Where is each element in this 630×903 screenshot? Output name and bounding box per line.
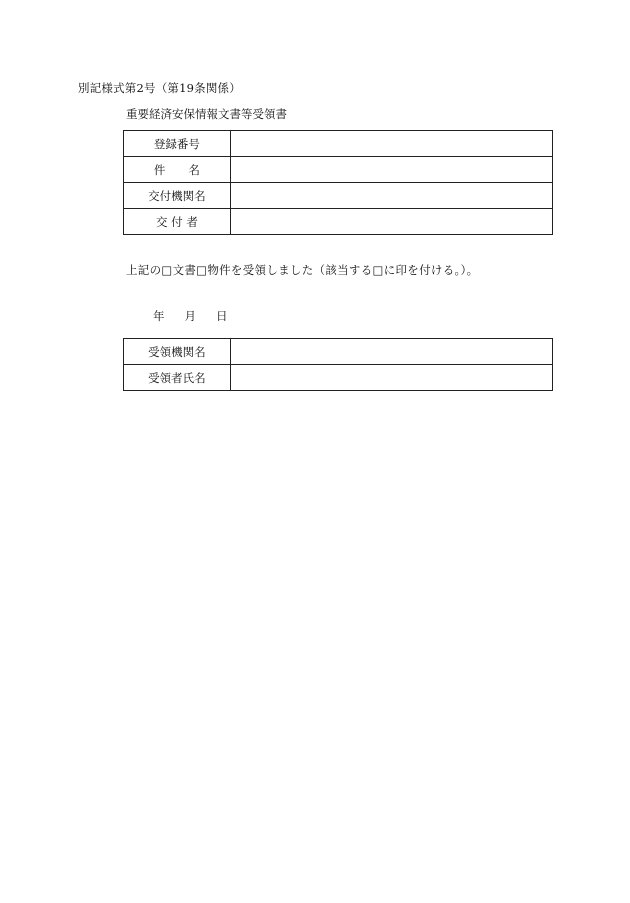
subject-field[interactable] bbox=[230, 157, 552, 183]
day-label: 日 bbox=[216, 309, 228, 323]
receipt-statement: 上記の□文書□物件を受領しました（該当する□に印を付ける。）。 bbox=[126, 263, 479, 277]
form-label: 別記様式第2号（第19条関係） bbox=[78, 81, 241, 95]
subject-label: 件 名 bbox=[124, 157, 231, 183]
month-label: 月 bbox=[184, 309, 196, 323]
table-row bbox=[124, 339, 553, 365]
table-row bbox=[124, 209, 553, 235]
receipt-table bbox=[123, 338, 553, 391]
table-row bbox=[124, 157, 553, 183]
registration-number-field[interactable] bbox=[230, 131, 552, 157]
info-table bbox=[123, 130, 553, 235]
issuer-field[interactable] bbox=[230, 209, 552, 235]
receiving-agency-label: 受領機関名 bbox=[124, 339, 231, 365]
table-row bbox=[124, 183, 553, 209]
issuing-agency-field[interactable] bbox=[230, 183, 552, 209]
date-line bbox=[153, 308, 228, 324]
registration-number-label: 登録番号 bbox=[124, 131, 231, 157]
receiving-agency-field[interactable] bbox=[230, 339, 552, 365]
document-title: 重要経済安保情報文書等受領書 bbox=[126, 107, 287, 121]
recipient-name-field[interactable] bbox=[230, 365, 552, 391]
table-row bbox=[124, 365, 553, 391]
table-row bbox=[124, 131, 553, 157]
year-label: 年 bbox=[153, 309, 165, 323]
recipient-name-label: 受領者氏名 bbox=[124, 365, 231, 391]
issuing-agency-label: 交付機関名 bbox=[124, 183, 231, 209]
issuer-label: 交 付 者 bbox=[124, 209, 231, 235]
